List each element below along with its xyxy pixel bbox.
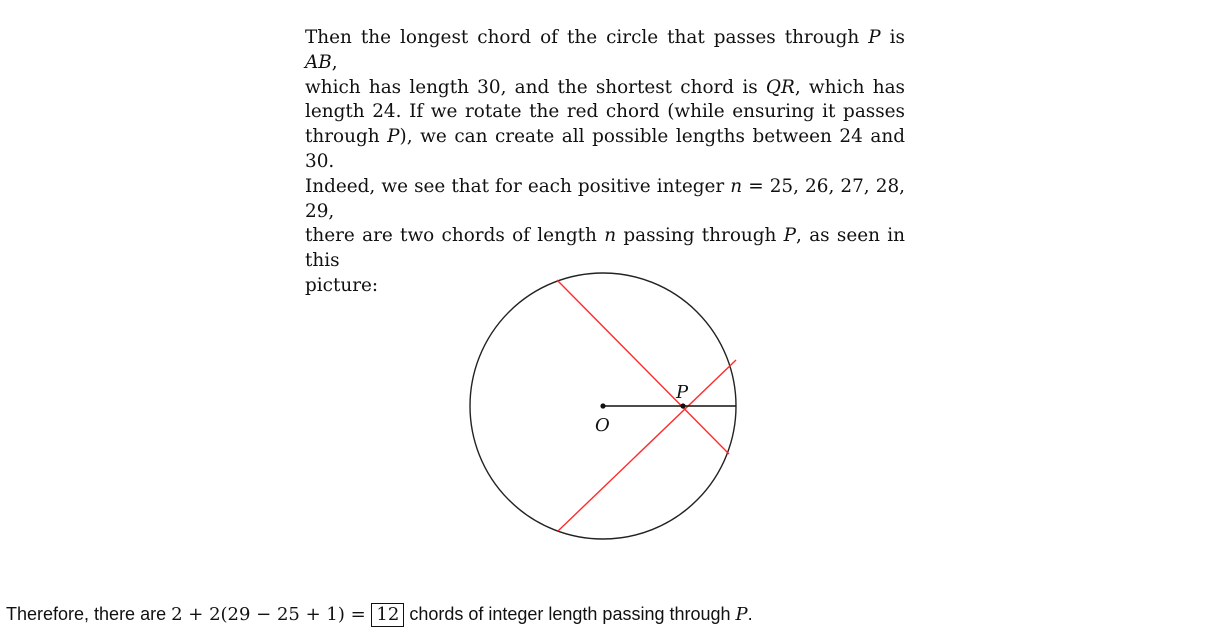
math-var: P (387, 126, 400, 148)
math-var: P (868, 27, 881, 48)
text-segment: there are two chords of length (305, 225, 605, 247)
text-segment: which has length 30, and the shortest chord is (305, 76, 766, 98)
text-segment: , (331, 51, 338, 73)
paragraph-line-2 (305, 76, 905, 101)
text-segment: Indeed, we see that for each positive integer (305, 175, 731, 197)
solution-paragraph (305, 26, 905, 299)
paragraph-line-3: length 24. If we rotate the red chord (while ensuring it passes (305, 101, 905, 123)
center-point-O (600, 403, 605, 408)
boxed-answer: 12 (371, 603, 404, 627)
chord-descending (557, 280, 729, 454)
conclusion-text: Therefore, there are (6, 604, 172, 624)
text-segment: , which has (794, 76, 905, 98)
math-var: QR (765, 76, 795, 98)
chord-ascending (558, 360, 736, 531)
math-var: P (783, 225, 797, 247)
conclusion-period: . (747, 604, 753, 624)
text-segment: is (880, 27, 905, 48)
text-segment: = 25, 26, 27, 28, 29, (305, 175, 905, 222)
conclusion-text-2: chords of integer length passing through (404, 604, 736, 624)
math-expression: 2 + 2(29 − 25 + 1) = (171, 604, 372, 625)
conclusion-line (6, 603, 753, 627)
math-var: P (735, 604, 748, 625)
paragraph-line-4 (305, 125, 905, 175)
math-var: AB (305, 51, 332, 73)
point-P (680, 403, 685, 408)
label-O: O (595, 415, 610, 436)
paragraph-line-6 (305, 224, 905, 274)
text-segment: passing through (616, 225, 784, 247)
paragraph-line-5 (305, 175, 905, 225)
math-var: n (604, 225, 617, 247)
text-segment: Then the longest chord of the circle that passes through (305, 27, 869, 48)
text-segment: through (305, 126, 388, 148)
circle-diagram (460, 268, 750, 548)
paragraph-line-1 (305, 26, 905, 76)
paragraph-line-7: picture: (305, 274, 379, 296)
text-segment: ), we can create all possible lengths between 24 and 30. (305, 126, 905, 172)
label-P: P (676, 382, 689, 403)
text-segment: , as seen in this (305, 225, 905, 272)
math-var: n (730, 175, 743, 197)
